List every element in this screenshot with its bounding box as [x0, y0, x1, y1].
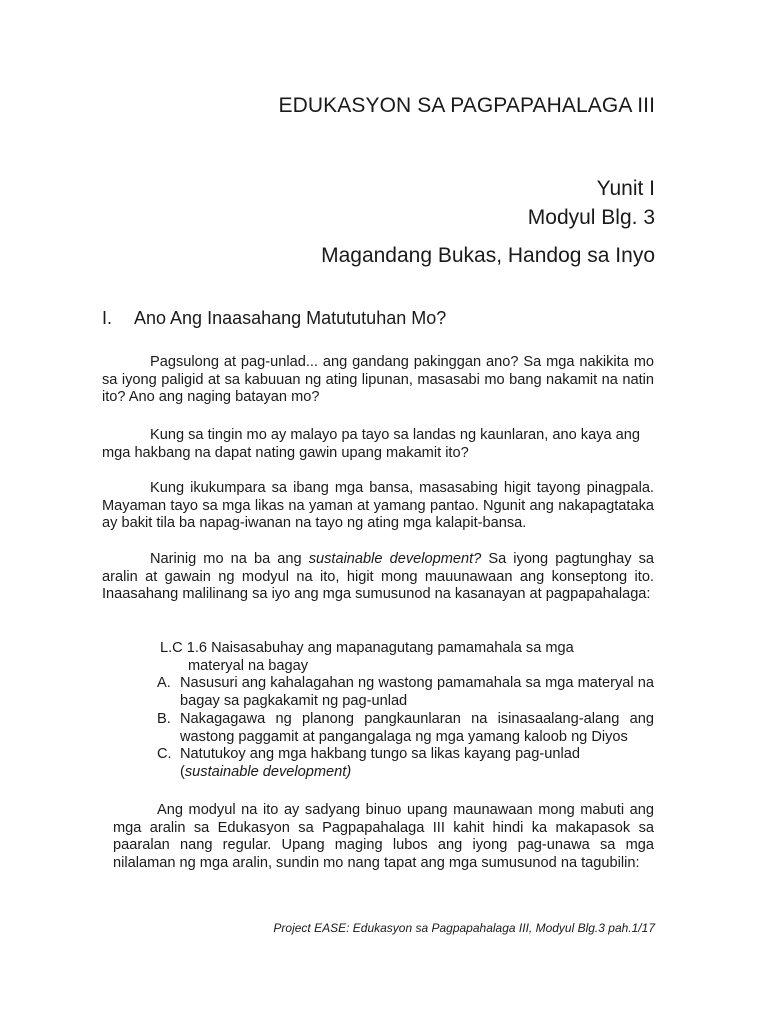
objective-c-paren: (: [180, 763, 185, 780]
paragraph-4-emphasis: sustainable development?: [308, 551, 482, 567]
paragraph-4: [102, 551, 654, 604]
learning-competency: [157, 640, 654, 675]
paragraph-1-text: Pagsulong at pag-unlad... ang gandang pakinggan ano? Sa mga nakikita mo sa iyong paligid at sa kabuuan ng ating lipunan, masasabi mo bang nakamit na natin ito? Ano ang naging batayan mo?: [102, 354, 654, 406]
objective-letter: B.: [157, 710, 171, 727]
paragraph-3: [102, 480, 654, 533]
paragraph-3-text: Kung ikukumpara sa ibang mga bansa, masasabing higit tayong pinagpala. Mayaman tayo sa mga likas na yaman at yamang pantao. Ngunit ang nakapagtataka ay bakit tila ba napag-iwanan na tayo ng ating mga kalapit-bansa.: [102, 480, 654, 532]
objective-letter: A.: [157, 675, 171, 692]
section-heading: [102, 308, 446, 329]
objectives-list: [157, 640, 654, 782]
paragraph-4-text-b: Sa iyong pagtunghay sa aralin at gawain ng modyul na ito, higit mong mauunawaan ang konseptong ito. Inaasahang malilinang sa iyo ang mga sumusunod na kasanayan at pagpapahalaga:: [102, 551, 655, 603]
objective-text: [180, 746, 654, 781]
objective-text: Nakagagawa ng planong pangkaunlaran na isinasaalang-alang ang wastong paggamit at pangangalaga ng mga yamang kaloob ng Diyos: [180, 710, 654, 745]
paragraph-2-text: Kung sa tingin mo ay malayo pa tayo sa landas ng kaunlaran, ano kaya ang mga hakbang na dapat nating gawin upang makamit ito?: [102, 427, 641, 461]
objective-item-c: [157, 746, 654, 781]
closing-paragraph: [113, 802, 654, 873]
module-number: Modyul Blg. 3: [527, 206, 655, 229]
closing-paragraph-text: Ang modyul na ito ay sadyang binuo upang maunawaan mong mabuti ang mga aralin sa Edukasyon sa Pagpapahalaga III kahit hindi ka makapasok sa paaralan nang regular. Upang maging lubos ang iyong pag-unawa sa mga nilalaman ng mga aralin, sundin mo nang tapat ang mga sumusunod na tagubilin:: [113, 802, 654, 872]
section-number: I.: [102, 308, 113, 328]
course-title: EDUKASYON SA PAGPAPAHALAGA III: [278, 94, 655, 117]
objective-item-a: [157, 675, 654, 710]
section-heading-text: Ano Ang Inaasahang Matututuhan Mo?: [134, 308, 447, 328]
objective-letter: C.: [157, 746, 172, 763]
paragraph-1: [102, 354, 654, 407]
objective-c-emphasis: sustainable development): [184, 763, 352, 780]
objective-text: Nasusuri ang kahalagahan ng wastong pamamahala sa mga materyal na bagay sa pagkakamit ng pag-unlad: [180, 675, 654, 710]
page-footer: Project EASE: Edukasyon sa Pagpapahalaga III, Modyul Blg.3 pah.1/17: [273, 921, 655, 935]
learning-competency-line-1: L.C 1.6 Naisasabuhay ang mapanagutang pamamahala sa mga: [160, 640, 574, 656]
learning-competency-line-2: materyal na bagay: [188, 657, 309, 674]
objective-item-b: [157, 711, 654, 746]
objective-c-text: Natutukoy ang mga hakbang tungo sa likas kayang pag-unlad: [180, 746, 580, 763]
unit-label: Yunit I: [596, 177, 655, 200]
module-title: Magandang Bukas, Handog sa Inyo: [321, 244, 655, 267]
unit-module-block: [528, 174, 655, 232]
paragraph-4-text-a: Narinig mo na ba ang: [150, 551, 309, 567]
paragraph-2: [102, 427, 654, 462]
